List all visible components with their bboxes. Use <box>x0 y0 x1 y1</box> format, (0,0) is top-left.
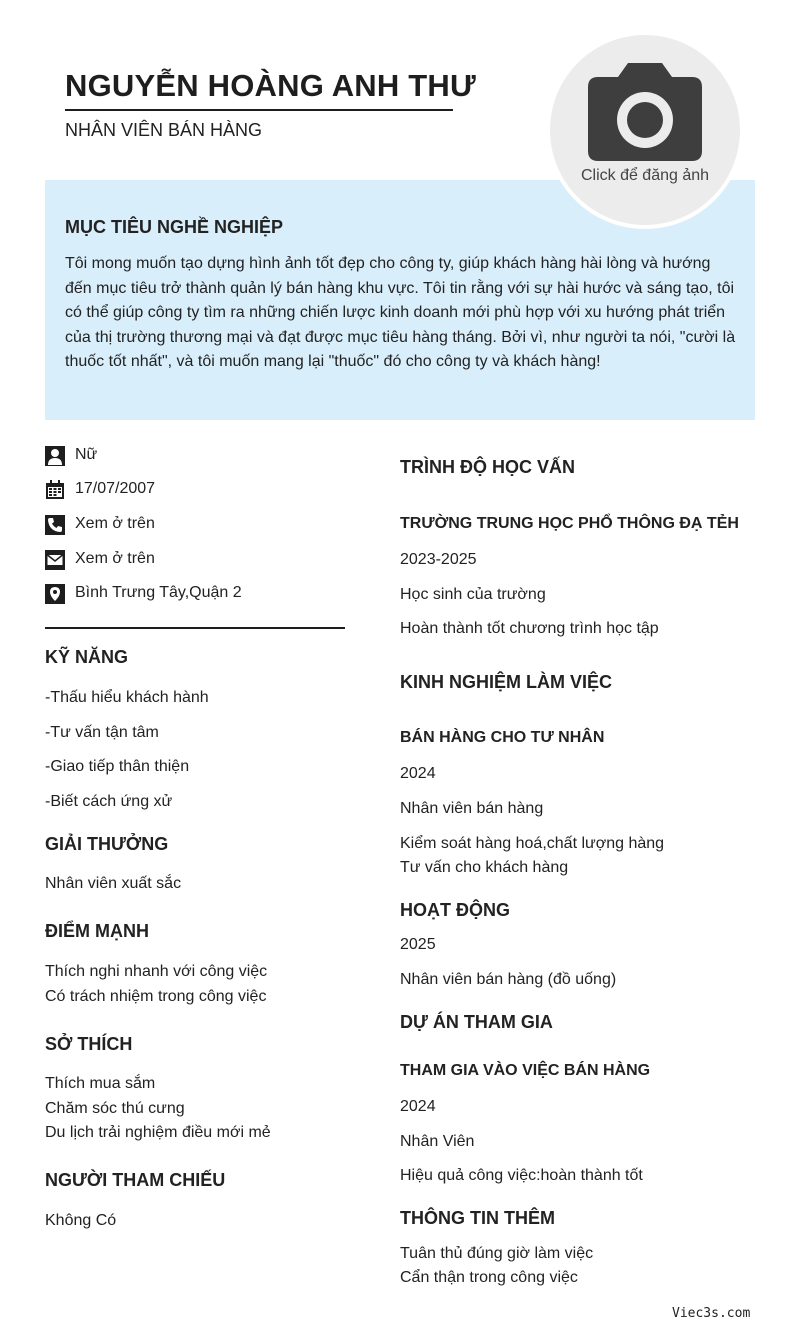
photo-upload-button[interactable] <box>550 35 740 225</box>
projects-title: DỰ ÁN THAM GIA <box>400 1012 553 1032</box>
project-role: Nhân Viên <box>400 1133 475 1150</box>
job-title: NHÂN VIÊN BÁN HÀNG <box>65 120 263 140</box>
calendar-icon <box>45 480 65 500</box>
education-detail: Hoàn thành tốt chương trình học tập <box>400 620 659 637</box>
skills-title: KỸ NĂNG <box>45 647 129 667</box>
experience-title: KINH NGHIỆM LÀM VIỆC <box>400 672 613 692</box>
email-icon <box>45 550 65 570</box>
strength-item: Có trách nhiệm trong công việc <box>45 988 267 1005</box>
activities-title: HOẠT ĐỘNG <box>400 900 510 920</box>
project-detail: Hiệu quả công việc:hoàn thành tốt <box>400 1167 643 1184</box>
footer-brand: Viec3s.com <box>672 1306 751 1321</box>
phone-icon <box>45 515 65 535</box>
camera-icon <box>588 63 702 163</box>
skill-item: -Thấu hiểu khách hành <box>45 689 209 706</box>
experience-period: 2024 <box>400 765 436 782</box>
hobby-item: Thích mua sắm <box>45 1075 156 1092</box>
user-icon <box>45 446 65 466</box>
email-value: Xem ở trên <box>75 550 155 567</box>
location-pin-icon <box>45 584 65 604</box>
hobbies-title: SỞ THÍCH <box>45 1034 133 1054</box>
activity-period: 2025 <box>400 936 436 953</box>
name-underline <box>65 109 453 111</box>
additional-item: Cẩn thận trong công việc <box>400 1269 578 1286</box>
strength-item: Thích nghi nhanh với công việc <box>45 963 268 980</box>
hobby-item: Chăm sóc thú cưng <box>45 1100 185 1117</box>
additional-item: Tuân thủ đúng giờ làm việc <box>400 1245 594 1262</box>
left-divider <box>45 627 345 629</box>
experience-company: BÁN HÀNG CHO TƯ NHÂN <box>400 729 605 746</box>
skill-item: -Biết cách ứng xử <box>45 793 173 810</box>
project-period: 2024 <box>400 1098 436 1115</box>
birthday-value: 17/07/2007 <box>75 480 156 497</box>
gender-value: Nữ <box>75 446 98 463</box>
education-period: 2023-2025 <box>400 551 477 568</box>
experience-detail: Tư vấn cho khách hàng <box>400 859 569 876</box>
additional-title: THÔNG TIN THÊM <box>400 1208 555 1228</box>
award-item: Nhân viên xuất sắc <box>45 875 182 892</box>
school-name: TRƯỜNG TRUNG HỌC PHỔ THÔNG ĐẠ TẺH <box>400 515 739 532</box>
objective-title: MỤC TIÊU NGHỀ NGHIỆP <box>65 217 284 237</box>
experience-role: Nhân viên bán hàng <box>400 800 544 817</box>
hobby-item: Du lịch trải nghiệm điều mới mẻ <box>45 1124 271 1141</box>
photo-upload-label: Click để đăng ảnh <box>580 167 710 184</box>
project-name: THAM GIA VÀO VIỆC BÁN HÀNG <box>400 1062 651 1079</box>
awards-title: GIẢI THƯỞNG <box>45 834 169 854</box>
address-value: Bình Trưng Tây,Quận 2 <box>75 584 242 601</box>
skill-item: -Tư vấn tận tâm <box>45 724 159 741</box>
skill-item: -Giao tiếp thân thiện <box>45 758 190 775</box>
objective-text: Tôi mong muốn tạo dựng hình ảnh tốt đẹp cho công ty, giúp khách hàng hài lòng và hướng đến mục tiêu trở thành quản lý bán hàng khu vực. Tôi tin rằng với sự hài hước và sáng tạo, tôi có thể giúp công ty tìm ra những chiến lược kinh doanh mới phù hợp với xu hướng phát triển của thị trường thương mại và đạt được mục tiêu hàng tháng. Bởi vì, như người ta nói, "cười là thuốc tốt nhất", và tôi muốn mang lại "thuốc" đó cho công ty và khách hàng! <box>65 255 736 371</box>
references-title: NGƯỜI THAM CHIẾU <box>45 1170 226 1190</box>
phone-value: Xem ở trên <box>75 515 155 532</box>
experience-detail: Kiểm soát hàng hoá,chất lượng hàng <box>400 835 665 852</box>
strengths-title: ĐIỂM MẠNH <box>45 921 149 941</box>
candidate-name: NGUYỄN HOÀNG ANH THƯ <box>65 68 476 103</box>
activity-role: Nhân viên bán hàng (đồ uống) <box>400 971 617 988</box>
education-title: TRÌNH ĐỘ HỌC VẤN <box>400 457 575 477</box>
reference-item: Không Có <box>45 1212 117 1229</box>
education-role: Học sinh của trường <box>400 586 546 603</box>
